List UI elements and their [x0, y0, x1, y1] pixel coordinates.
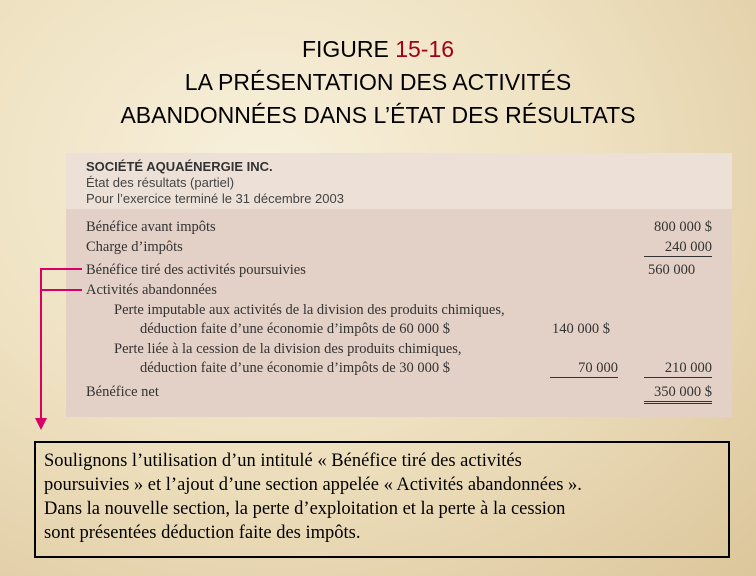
- note-line-2: poursuivies » et l’ajout d’une section appelée « Activités abandonnées ».: [44, 475, 582, 495]
- row-label-operating-loss: Perte imputable aux activités de la division des produits chimiques,: [114, 302, 505, 318]
- row-label-disposal-loss: Perte liée à la cession de la division des produits chimiques,: [114, 341, 462, 357]
- row-label-ebt: Bénéfice avant impôts: [86, 219, 216, 235]
- row-label-disposal-loss-net: déduction faite d’une économie d’impôts de 30 000 $: [140, 360, 451, 376]
- note-line-4: sont présentées déduction faite des impôts.: [44, 523, 361, 543]
- row-label-tax: Charge d’impôts: [86, 239, 183, 255]
- row-amount-disposal-loss: 70 000: [550, 360, 618, 378]
- title-line-2: LA PRÉSENTATION DES ACTIVITÉS: [184, 69, 572, 95]
- explanatory-note: [34, 441, 730, 558]
- company-name: SOCIÉTÉ AQUAÉNERGIE INC.: [86, 159, 273, 174]
- row-label-operating-loss-net: déduction faite d’une économie d’impôts de 60 000 $: [140, 321, 451, 337]
- row-amount-net-income: 350 000 $: [644, 384, 712, 404]
- statement-subtitle-1: État des résultats (partiel): [86, 175, 235, 190]
- statement-subtitle-2: Pour l’exercice terminé le 31 décembre 2003: [86, 191, 344, 206]
- row-label-discontinued: Activités abandonnées: [86, 282, 217, 298]
- row-amount-operating-loss: 140 000 $: [552, 321, 610, 337]
- statement-header: [66, 153, 732, 209]
- arrow-down-icon: [35, 418, 47, 430]
- pointer-arrow-branch-discontinued: [40, 289, 82, 291]
- income-statement-panel: [66, 153, 732, 417]
- title-line-1: FIGURE 15-16: [301, 36, 455, 62]
- pointer-arrow-branch-continuing: [40, 268, 82, 270]
- figure-title: [0, 33, 756, 132]
- row-amount-continuing: 560 000: [648, 262, 696, 278]
- row-amount-tax: 240 000: [644, 239, 712, 257]
- title-line-3: ABANDONNÉES DANS L’ÉTAT DES RÉSULTATS: [120, 102, 636, 128]
- note-line-1: Soulignons l’utilisation d’un intitulé « Bénéfice tiré des activités: [44, 451, 522, 471]
- note-line-3: Dans la nouvelle section, la perte d’exploitation et la perte à la cession: [44, 499, 566, 519]
- row-label-continuing: Bénéfice tiré des activités poursuivies: [86, 262, 306, 278]
- row-amount-discontinued-total: 210 000: [644, 360, 712, 378]
- figure-number: 15-16: [395, 36, 455, 62]
- row-label-net-income: Bénéfice net: [86, 384, 159, 400]
- row-amount-ebt: 800 000 $: [654, 219, 712, 235]
